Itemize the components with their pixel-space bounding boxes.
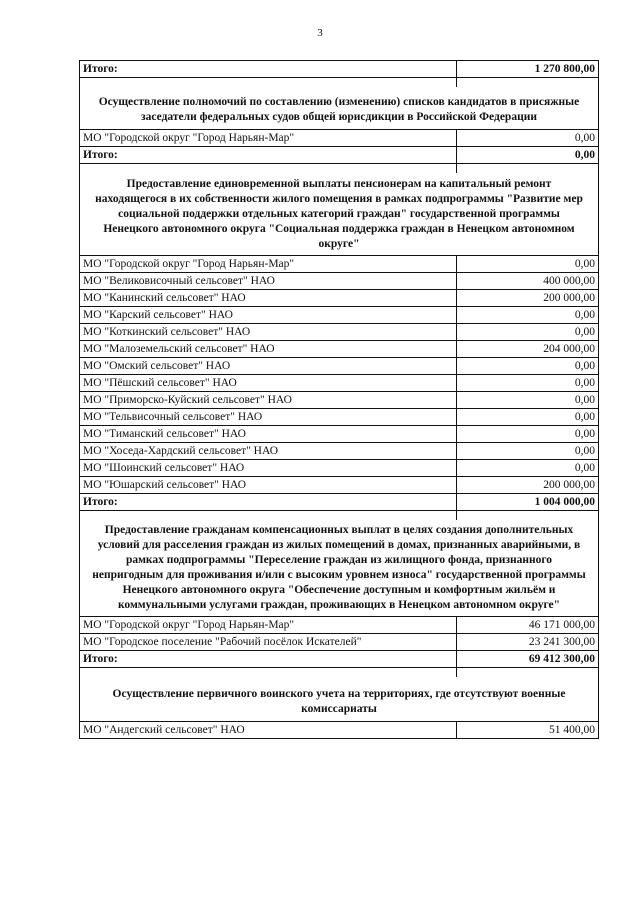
amount-value: 0,00 [457,392,599,409]
municipality-name: МО "Андегский сельсовет" НАО [80,722,457,739]
table-row [80,130,599,147]
municipality-name: МО "Городской округ "Город Нарьян-Мар" [80,617,457,634]
municipality-name: МО "Малоземельский сельсовет" НАО [80,341,457,358]
table-row [80,324,599,341]
amount-value: 0,00 [457,324,599,341]
table-row [80,358,599,375]
municipality-name: МО "Канинский сельсовет" НАО [80,290,457,307]
total-value: 0,00 [457,147,599,164]
table-row [80,477,599,494]
total-row [80,651,599,668]
section-title: Предоставление гражданам компенсационных выплат в целях создания дополнительных условий для расселения граждан из жилых помещений в домах, признанных аварийными, в рамках подпрограммы "Переселение граждан из жилищного фонда, признанного непригодным для проживания и/или с высоким уровнем износа" государственной программы Ненецкого автономного округа "Обеспечение доступным и комфортным жильём и коммунальными услугами граждан, проживающих в Ненецком автономном округе" [80,520,599,617]
amount-value: 51 400,00 [457,722,599,739]
amount-value: 200 000,00 [457,477,599,494]
budget-table [79,60,599,739]
spacer-row [80,164,599,174]
table-row [80,375,599,392]
table-row [80,409,599,426]
page-number: 3 [317,27,323,39]
municipality-name: МО "Шоинский сельсовет" НАО [80,460,457,477]
municipality-name: МО "Пёшский сельсовет" НАО [80,375,457,392]
municipality-name: МО "Городское поселение "Рабочий посёлок Искателей" [80,634,457,651]
municipality-name: МО "Великовисочный сельсовет" НАО [80,273,457,290]
amount-value: 400 000,00 [457,273,599,290]
municipality-name: МО "Городской округ "Город Нарьян-Мар" [80,130,457,147]
section-title: Осуществление первичного воинского учета на территориях, где отсутствуют военные комиссариаты [80,677,599,722]
spacer-row [80,78,599,88]
amount-value: 0,00 [457,130,599,147]
table-row [80,426,599,443]
total-value: 69 412 300,00 [457,651,599,668]
amount-value: 204 000,00 [457,341,599,358]
municipality-name: МО "Приморско-Куйский сельсовет" НАО [80,392,457,409]
total-row [80,61,599,78]
section-title: Предоставление единовременной выплаты пенсионерам на капитальный ремонт находящегося в их собственности жилого помещения в рамках подпрограммы "Развитие мер социальной поддержки отдельных категорий граждан" государственной программы Ненецкого автономного округа "Социальная поддержка граждан в Ненецком автономном округе" [80,173,599,256]
municipality-name: МО "Тиманский сельсовет" НАО [80,426,457,443]
amount-value: 0,00 [457,443,599,460]
total-label: Итого: [80,147,457,164]
municipality-name: МО "Карский сельсовет" НАО [80,307,457,324]
amount-value: 0,00 [457,460,599,477]
municipality-name: МО "Коткинский сельсовет" НАО [80,324,457,341]
total-label: Итого: [80,61,457,78]
table-row [80,443,599,460]
municipality-name: МО "Омский сельсовет" НАО [80,358,457,375]
table-row [80,722,599,739]
municipality-name: МО "Городской округ "Город Нарьян-Мар" [80,256,457,273]
table-row [80,256,599,273]
spacer-row [80,668,599,678]
table-row [80,617,599,634]
municipality-name: МО "Хоседа-Хардский сельсовет" НАО [80,443,457,460]
table-row [80,460,599,477]
table-row [80,341,599,358]
total-value: 1 004 000,00 [457,494,599,511]
amount-value: 46 171 000,00 [457,617,599,634]
table-row [80,634,599,651]
total-row [80,494,599,511]
table-row [80,273,599,290]
section-title: Осуществление полномочий по составлению (изменению) списков кандидатов в присяжные заседатели федеральных судов общей юрисдикции в Российской Федерации [80,87,599,130]
amount-value: 0,00 [457,307,599,324]
amount-value: 200 000,00 [457,290,599,307]
section-heading [80,87,599,130]
section-heading [80,677,599,722]
table-row [80,392,599,409]
amount-value: 0,00 [457,426,599,443]
total-row [80,147,599,164]
municipality-name: МО "Юшарский сельсовет" НАО [80,477,457,494]
amount-value: 0,00 [457,409,599,426]
amount-value: 0,00 [457,256,599,273]
table-row [80,290,599,307]
amount-value: 0,00 [457,358,599,375]
section-heading [80,520,599,617]
total-value: 1 270 800,00 [457,61,599,78]
total-label: Итого: [80,651,457,668]
total-label: Итого: [80,494,457,511]
municipality-name: МО "Тельвисочный сельсовет" НАО [80,409,457,426]
spacer-row [80,511,599,521]
table-row [80,307,599,324]
amount-value: 0,00 [457,375,599,392]
section-heading [80,173,599,256]
amount-value: 23 241 300,00 [457,634,599,651]
